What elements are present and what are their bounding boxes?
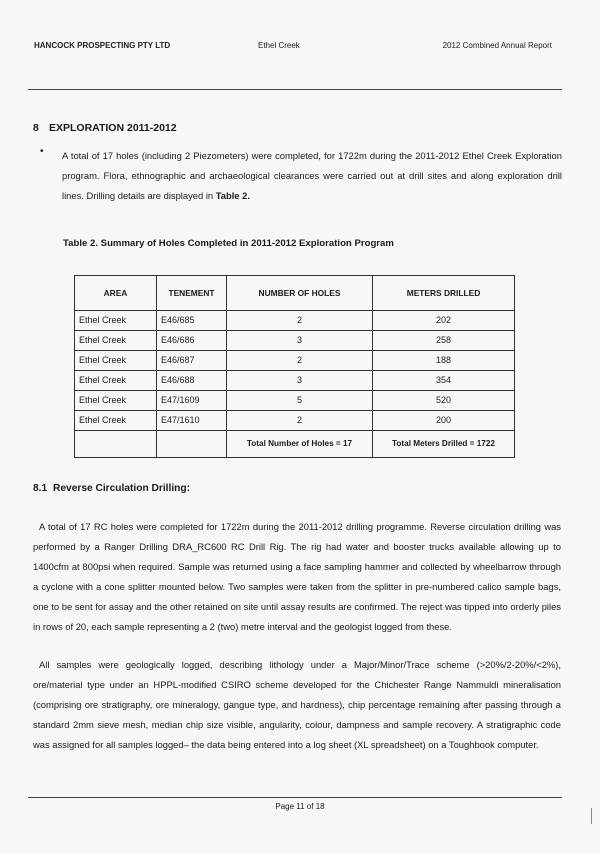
paragraph-logging: All samples were geologically logged, describing lithology under a Major/Minor/Trace scheme (>20%/2-20%/<2%), ore/material type under an HPPL-modified CSIRO scheme developed for the Chichester Range Nammuldi mineralisation (comprising ore stratigraphy, ore mineralogy, gangue type, and hardness), chip percentage remaining after passing through a standard 2mm sieve mesh, median chip size visible, angularity, colour, dampness and sample recovery. A stratigraphic code was assigned for all samples logged– the data being entered into a log sheet (XL spreadsheet) on a Toughbook computer. — [33, 659, 561, 750]
paragraph-rc-drilling: A total of 17 RC holes were completed for 1722m during the 2011-2012 drilling programme. Reverse circulation drilling was performed by a Ranger Drilling DRA_RC600 RC Drill Rig. The rig had water and booster trucks available allowing up to 1400cfm at 800psi when required. Sample was returned using a face sampling hammer and collected by wheelbarrow through a cyclone with a cone splitter mounted below. Two samples were taken from the splitter in pre-numbered calico sample bags, one to be sent for assay and the other retained on site until assay results are confirmed. The reject was tipped into orderly piles in rows of 20, each sample representing a 2 (two) metre interval and the geologist logged from these. — [33, 521, 561, 632]
cell-meters: 188 — [373, 351, 515, 371]
table-row — [75, 411, 515, 431]
cell-area: Ethel Creek — [75, 371, 157, 391]
table-row — [75, 351, 515, 371]
cell-holes: 5 — [227, 391, 373, 411]
cell-holes: 2 — [227, 311, 373, 331]
bullet-marker: • — [40, 146, 44, 157]
total-holes: Total Number of Holes = 17 — [227, 431, 373, 458]
cell-tenement: E46/686 — [157, 331, 227, 351]
cell-meters: 202 — [373, 311, 515, 331]
cell-tenement: E47/1609 — [157, 391, 227, 411]
cell-area: Ethel Creek — [75, 311, 157, 331]
cell-area: Ethel Creek — [75, 411, 157, 431]
col-header-tenement: TENEMENT — [157, 276, 227, 311]
section-title: EXPLORATION 2011-2012 — [49, 122, 177, 134]
cell-area: Ethel Creek — [75, 391, 157, 411]
subsection-heading — [33, 483, 190, 494]
page-number: Page 11 of 18 — [275, 802, 325, 811]
section-heading — [33, 122, 177, 134]
table-row — [75, 311, 515, 331]
cell-holes: 3 — [227, 371, 373, 391]
cell-meters: 200 — [373, 411, 515, 431]
cell-tenement: E46/688 — [157, 371, 227, 391]
cell-area: Ethel Creek — [75, 331, 157, 351]
cell-area: Ethel Creek — [75, 351, 157, 371]
table-caption: Table 2. Summary of Holes Completed in 2011-2012 Exploration Program — [63, 238, 394, 249]
table-reference: Table 2. — [215, 190, 250, 201]
header-company: HANCOCK PROSPECTING PTY LTD — [34, 41, 171, 50]
table-row — [75, 331, 515, 351]
bullet-text: A total of 17 holes (including 2 Piezometers) were completed, for 1722m during the 2011-2012 Ethel Creek Exploration program. Flora, ethnographic and archaeological clearances were carried out at drill sites and along exploration drill lines. Drilling details are displayed in Table 2. — [62, 150, 562, 201]
cell-empty — [75, 431, 157, 458]
cell-empty — [157, 431, 227, 458]
holes-summary-table — [74, 275, 515, 458]
header-report-title: 2012 Combined Annual Report — [442, 41, 552, 50]
cell-meters: 520 — [373, 391, 515, 411]
cell-tenement: E46/685 — [157, 311, 227, 331]
subsection-number: 8.1 — [33, 483, 48, 494]
subsection-title: Reverse Circulation Drilling: — [53, 483, 190, 494]
header-project: Ethel Creek — [258, 41, 300, 50]
col-header-meters: METERS DRILLED — [373, 276, 515, 311]
total-meters: Total Meters Drilled = 1722 — [373, 431, 515, 458]
cell-meters: 258 — [373, 331, 515, 351]
header-rule — [28, 89, 562, 90]
table-row — [75, 371, 515, 391]
footer-rule — [28, 797, 562, 798]
table-header-row — [75, 276, 515, 311]
cell-tenement: E47/1610 — [157, 411, 227, 431]
cell-holes: 3 — [227, 331, 373, 351]
cell-tenement: E46/687 — [157, 351, 227, 371]
cell-meters: 354 — [373, 371, 515, 391]
table-total-row — [75, 431, 515, 458]
cell-holes: 2 — [227, 351, 373, 371]
scan-edge-mark — [591, 808, 592, 824]
table-row — [75, 391, 515, 411]
section-number: 8 — [33, 122, 39, 134]
cell-holes: 2 — [227, 411, 373, 431]
bullet-item — [40, 146, 562, 206]
col-header-area: AREA — [75, 276, 157, 311]
col-header-holes: NUMBER OF HOLES — [227, 276, 373, 311]
